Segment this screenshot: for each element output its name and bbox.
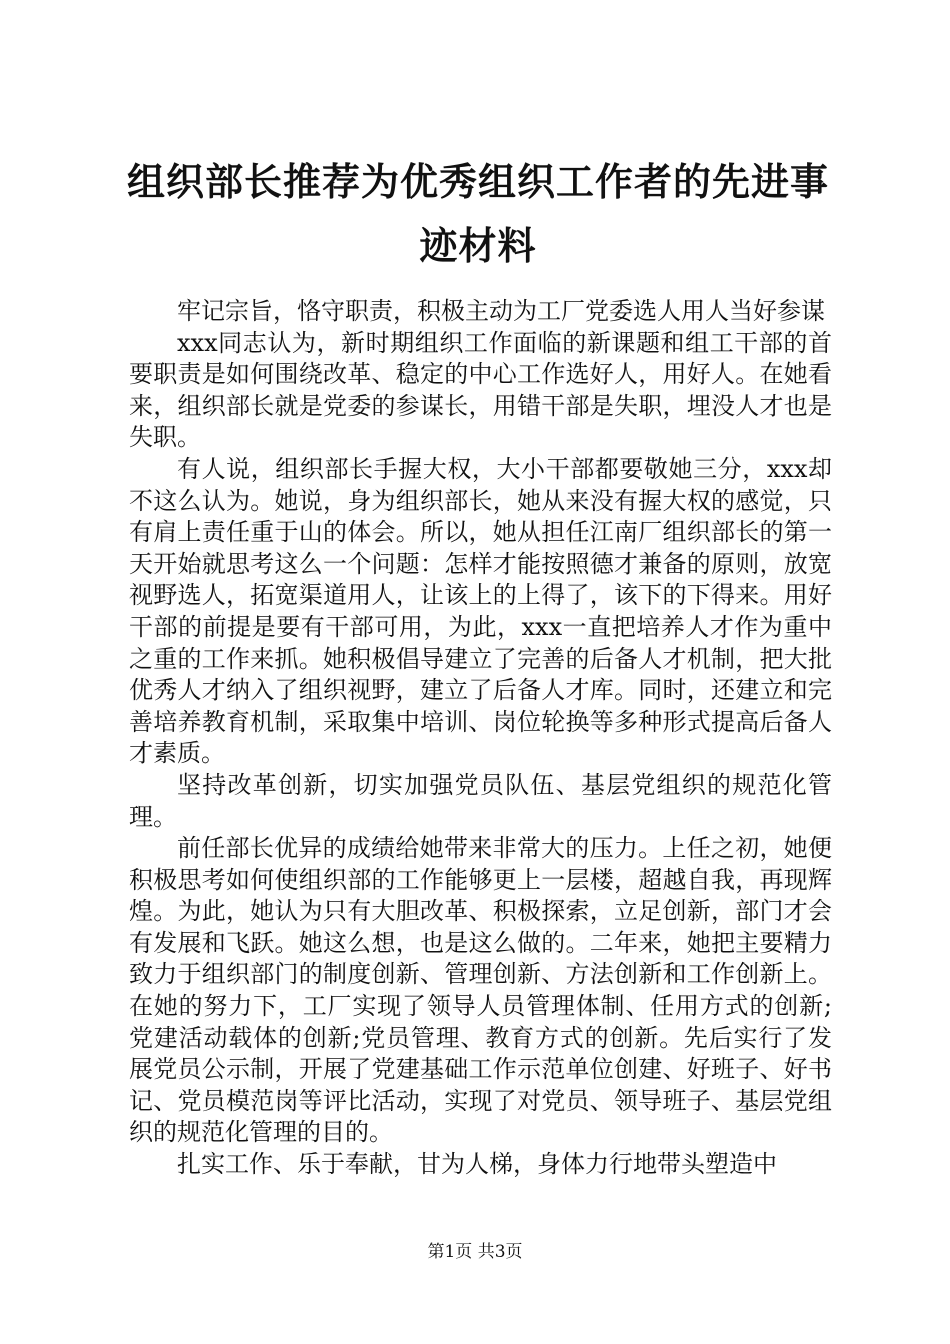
paragraph-heading-2: 坚持改革创新，切实加强党员队伍、基层党组织的规范化管理。 <box>129 770 832 831</box>
page-number-footer: 第1页 共3页 <box>427 1242 523 1262</box>
paragraph: xxx同志认为，新时期组织工作面临的新课题和组工干部的首要职责是如何围绕改革、稳定的中心工作选好人，用好人。在她看来，组织部长就是党委的参谋长，用错干部是失职，埋没人才也是失职。 <box>129 328 832 452</box>
paragraph-heading-3: 扎实工作、乐于奉献，甘为人梯，身体力行地带头塑造中 <box>177 1150 777 1179</box>
document-body <box>129 296 832 1181</box>
document-title: 组织部长推荐为优秀组织工作者的先进事迹材料 <box>126 160 829 268</box>
paragraph: 有人说，组织部长手握大权，大小干部都要敬她三分，xxx却不这么认为。她说，身为组织部长，她从来没有握大权的感觉，只有肩上责任重于山的体会。所以，她从担任江南厂组织部长的第一天开始就思考这么一个问题：怎样才能按照德才兼备的原则，放宽视野选人，拓宽渠道用人，让该上的上得了，该下的下得来。用好干部的前提是要有干部可用，为此，xxx一直把培养人才作为重中之重的工作来抓。她积极倡导建立了完善的后备人才机制，把大批优秀人才纳入了组织视野，建立了后备人才库。同时，还建立和完善培养教育机制，采取集中培训、岗位轮换等多种形式提高后备人才素质。 <box>129 454 832 768</box>
paragraph-heading-1: 牢记宗旨，恪守职责，积极主动为工厂党委选人用人当好参谋 <box>177 297 825 325</box>
paragraph: 前任部长优异的成绩给她带来非常大的压力。上任之初，她便积极思考如何使组织部的工作能够更上一层楼，超越自我，再现辉煌。为此，她认为只有大胆改革、积极探索，立足创新，部门才会有发展和飞跃。她这么想，也是这么做的。二年来，她把主要精力致力于组织部门的制度创新、管理创新、方法创新和工作创新上。在她的努力下，工厂实现了领导人员管理体制、任用方式的创新;党建活动载体的创新;党员管理、教育方式的创新。先后实行了发展党员公示制，开展了党建基础工作示范单位创建、好班子、好书记、党员模范岗等评比活动，实现了对党员、领导班子、基层党组织的规范化管理的目的。 <box>129 834 832 1147</box>
